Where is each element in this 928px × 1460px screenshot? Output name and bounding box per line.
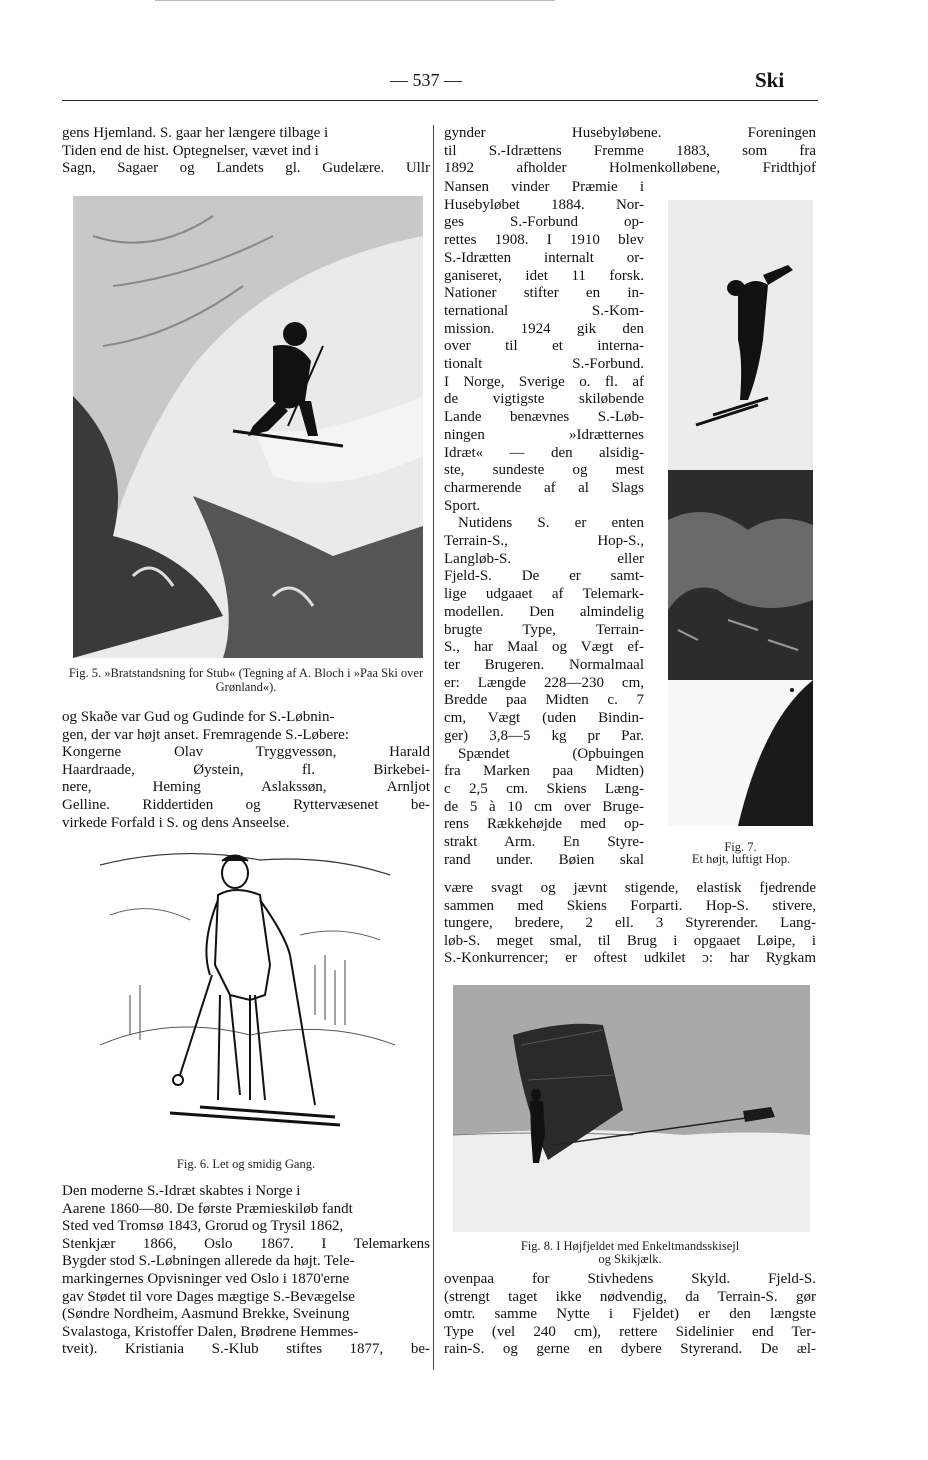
figure-7-photo bbox=[668, 200, 813, 826]
text-line: cm, Vægt (uden Bindin- bbox=[444, 710, 644, 727]
text-line: tionalt S.-Forbund. bbox=[444, 356, 644, 373]
page-number: — 537 — bbox=[390, 70, 462, 90]
text-line: S.-Idrætten internalt or- bbox=[444, 249, 644, 266]
text-line: Haardraade, Øystein, fl. Birkebei- bbox=[62, 761, 430, 778]
right-narrow-paragraph bbox=[444, 179, 644, 869]
text-line: Aarene 1860—80. De første Præmieskiløb fandt bbox=[62, 1200, 353, 1217]
right-wide-paragraph bbox=[444, 880, 816, 968]
text-line: sammen med Skiens Forparti. Hop-S. stivere, bbox=[444, 897, 816, 914]
text-line: Langløb-S. eller bbox=[444, 550, 644, 567]
text-line: ger) 3,8—5 kg pr Par. bbox=[444, 727, 644, 744]
text-line: Gelline. Riddertiden og Ryttervæsenet be- bbox=[62, 796, 430, 813]
text-line: Sport. bbox=[444, 497, 481, 514]
text-line: Sagn, Sagaer og Landets gl. Gudelære. Ullr bbox=[62, 160, 430, 177]
text-line: tungere, bredere, 2 ell. 3 Styrerender. Lang- bbox=[444, 915, 816, 932]
text-line: gens Hjemland. S. gaar her længere tilbage i bbox=[62, 125, 329, 141]
text-line: nere, Heming Aslakssøn, Arnljot bbox=[62, 779, 430, 796]
figure-8-caption-line-1: Fig. 8. I Højfjeldet med Enkeltmandsskisejl bbox=[520, 1239, 740, 1253]
text-line: Tiden end de hist. Optegnelser, vævet ind i bbox=[62, 142, 319, 159]
column-divider bbox=[433, 125, 434, 1370]
text-line: 1892 afholder Holmenkolløbene, Fridthjof bbox=[444, 160, 816, 177]
text-line: ternational S.-Kom- bbox=[444, 302, 644, 319]
text-line: omtr. samme Nytte i Fjeldet) er den længste bbox=[444, 1306, 816, 1323]
text-line: (strengt taget ikke nødvendig, da Terrain-S. gør bbox=[444, 1288, 816, 1305]
text-line: rettes 1908. I 1910 blev bbox=[444, 232, 644, 249]
text-line: charmerende af al Slags bbox=[444, 479, 644, 496]
left-paragraph-1 bbox=[62, 125, 430, 178]
text-line: tveit). Kristiania S.-Klub stiftes 1877, be- bbox=[62, 1341, 430, 1358]
header-rule bbox=[62, 100, 818, 101]
text-line: Kongerne Olav Tryggvessøn, Harald bbox=[62, 744, 430, 761]
text-line: ningen »Idrætternes bbox=[444, 426, 644, 443]
figure-7-caption-line-2: Et højt, luftigt Hop. bbox=[691, 852, 791, 866]
text-line: markingernes Opvisninger ved Oslo i 1870'erne bbox=[62, 1270, 350, 1287]
text-line: Bredde paa Midten c. 7 bbox=[444, 692, 644, 709]
text-line: (Søndre Nordheim, Aasmund Brekke, Sveinung bbox=[62, 1306, 350, 1323]
text-line: I Norge, Sverige o. fl. af bbox=[444, 373, 644, 390]
text-line: Sted ved Tromsø 1843, Grorud og Trysil 1862, bbox=[62, 1218, 344, 1235]
text-line: løb-S. meget smal, til Brug i opgaaet Løipe, i bbox=[444, 932, 816, 949]
text-line: lige udgaaet af Telemark- bbox=[444, 586, 644, 603]
text-line: ter Brugeren. Normalmaal bbox=[444, 656, 644, 673]
text-line: strakt Arm. En Styre- bbox=[444, 834, 644, 851]
text-line: Nutidens S. er enten bbox=[458, 515, 644, 532]
left-paragraph-2 bbox=[62, 709, 430, 832]
running-head: Ski bbox=[755, 68, 785, 92]
figure-8-caption-line-2: og Skikjælk. bbox=[598, 1252, 662, 1266]
text-line: Nationer stifter en in- bbox=[444, 285, 644, 302]
text-line: rens Rækkehøjde med op- bbox=[444, 816, 644, 833]
text-line: Husebyløbet 1884. Nor- bbox=[444, 196, 644, 213]
text-line: de 5 à 10 cm over Bruge- bbox=[444, 798, 644, 815]
text-line: c 2,5 cm. Skiens Læng- bbox=[444, 780, 644, 797]
text-line: Spændet (Opbuingen bbox=[458, 745, 644, 762]
text-line: Den moderne S.-Idræt skabtes i Norge i bbox=[62, 1183, 301, 1199]
text-line: gen, der var højt anset. Fremragende S.-Løbere: bbox=[62, 726, 349, 743]
text-line: S.-Konkurrencer; er oftest udkilet ɔ: har Rygkam bbox=[444, 950, 816, 967]
text-line: over til et interna- bbox=[444, 338, 644, 355]
figure-6-caption: Fig. 6. Let og smidig Gang. bbox=[176, 1157, 316, 1171]
top-edge-line bbox=[155, 0, 555, 1]
figure-5-caption: Fig. 5. »Bratstandsning for Stub« (Tegning af A. Bloch i »Paa Ski over Grønland«). bbox=[68, 666, 424, 694]
figure-6-illustration bbox=[100, 845, 395, 1135]
text-line: ovenpaa for Stivhedens Skyld. Fjeld-S. bbox=[444, 1271, 816, 1287]
text-line: Svalastoga, Kristoffer Dalen, Brødrene Hemmes- bbox=[62, 1323, 359, 1340]
text-line: rain-S. og gerne en dybere Styrerand. De æl- bbox=[444, 1341, 816, 1358]
text-line: rand under. Bøien skal bbox=[444, 851, 644, 868]
text-line: fra Marken paa Midten) bbox=[444, 763, 644, 780]
figure-8-photo bbox=[453, 985, 810, 1232]
text-line: S., har Maal og Vægt ef- bbox=[444, 639, 644, 656]
text-line: ganiseret, idet 11 forsk. bbox=[444, 267, 644, 284]
text-line: og Skaðe var Gud og Gudinde for S.-Løbnin- bbox=[62, 709, 335, 725]
text-line: brugte Type, Terrain- bbox=[444, 621, 644, 638]
text-line: være svagt og jævnt stigende, elastisk fjedrende bbox=[444, 880, 816, 896]
text-line: Terrain-S., Hop-S., bbox=[444, 533, 644, 550]
text-line: til S.-Idrættens Fremme 1883, som fra bbox=[444, 142, 816, 159]
text-line: Lande benævnes S.-Løb- bbox=[444, 409, 644, 426]
text-line: mission. 1924 gik den bbox=[444, 320, 644, 337]
text-line: er: Længde 228—230 cm, bbox=[444, 674, 644, 691]
text-line: ges S.-Forbund op- bbox=[444, 214, 644, 231]
figure-7-caption-line-1: Fig. 7. bbox=[724, 840, 757, 854]
text-line: ste, sundeste og mest bbox=[444, 462, 644, 479]
text-line: gav Stødet til vore Dages mægtige S.-Bevægelse bbox=[62, 1288, 355, 1305]
text-line: virkede Forfald i S. og dens Anseelse. bbox=[62, 814, 290, 831]
text-line: modellen. Den almindelig bbox=[444, 603, 644, 620]
text-line: Nansen vinder Præmie i bbox=[444, 179, 644, 195]
right-top-paragraph bbox=[444, 125, 816, 178]
left-paragraph-3 bbox=[62, 1183, 430, 1359]
figure-5-illustration bbox=[73, 196, 423, 658]
text-line: Bygder stod S.-Løbningen allerede da højt. Tele- bbox=[62, 1253, 355, 1270]
text-line: Type (vel 240 cm), rettere Sidelinier end Ter- bbox=[444, 1323, 816, 1340]
text-line: Stenkjær 1866, Oslo 1867. I Telemarkens bbox=[62, 1235, 430, 1252]
text-line: Fjeld-S. De er samt- bbox=[444, 568, 644, 585]
text-line: Idræt« — den alsidig- bbox=[444, 444, 644, 461]
right-bottom-paragraph bbox=[444, 1271, 816, 1359]
text-line: gynder Husebyløbene. Foreningen bbox=[444, 125, 816, 141]
text-line: de vigtigste skiløbende bbox=[444, 391, 644, 408]
